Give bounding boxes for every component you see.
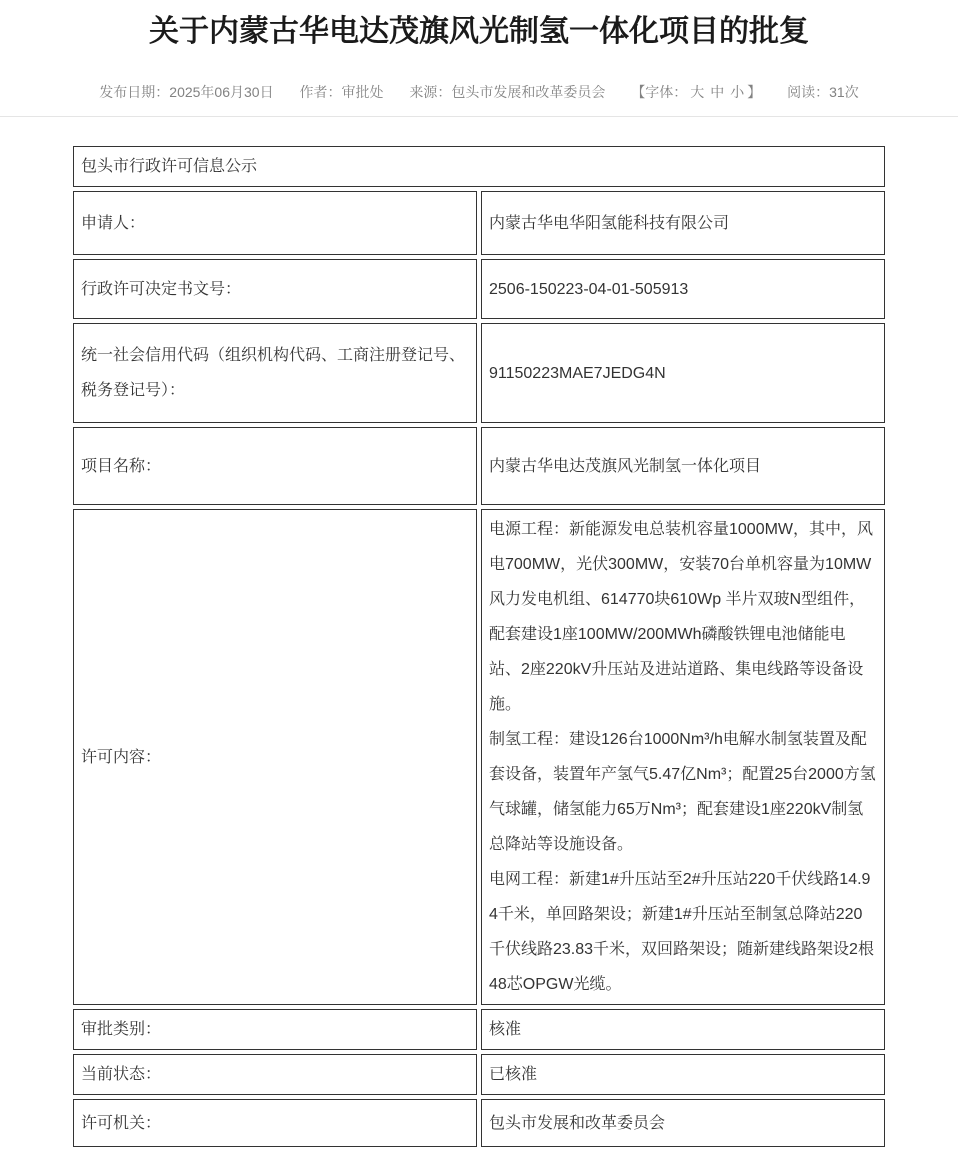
table-row: [73, 509, 885, 1005]
font-size-control: [631, 84, 761, 100]
row-label: 许可机关：: [73, 1099, 477, 1147]
row-label: 统一社会信用代码（组织机构代码、工商注册登记号、税务登记号）：: [73, 323, 477, 423]
author: 作者：审批处: [299, 84, 384, 100]
page-title: 关于内蒙古华电达茂旗风光制氢一体化项目的批复: [149, 15, 809, 48]
table-row: [73, 323, 885, 423]
table-row: [73, 191, 885, 255]
table-row: [73, 1054, 885, 1095]
permit-content-paragraph: 电网工程：新建1#升压站至2#升压站220千伏线路14.94千米，单回路架设；新建1#升压站至制氢总降站220千伏线路23.83千米，双回路架设；随新建线路架设2根48芯OPGW光缆。: [489, 871, 874, 993]
row-label: 审批类别：: [73, 1009, 477, 1050]
row-value: 内蒙古华电达茂旗风光制氢一体化项目: [481, 427, 885, 505]
row-value: 核准: [481, 1009, 885, 1050]
row-value: 内蒙古华电华阳氢能科技有限公司: [481, 191, 885, 255]
table-row: [73, 427, 885, 505]
font-size-prefix: 【字体：: [631, 84, 688, 100]
row-value: 已核准: [481, 1054, 885, 1095]
row-label: 项目名称：: [73, 427, 477, 505]
table-row: [73, 1009, 885, 1050]
table-header-row: [73, 146, 885, 187]
article-meta-bar: [0, 82, 958, 102]
header-divider: [0, 116, 958, 117]
font-size-suffix: 】: [747, 84, 762, 100]
table-row: [73, 259, 885, 319]
row-label: 当前状态：: [73, 1054, 477, 1095]
font-size-small-link[interactable]: 小: [730, 84, 745, 100]
table-row: [73, 1099, 885, 1147]
permit-content-paragraph: 制氢工程：建设126台1000Nm³/h电解水制氢装置及配套设备，装置年产氢气5.47亿Nm³；配置25台2000方氢气球罐，储氢能力65万Nm³；配套建设1座220kV制氢总降站等设施设备。: [489, 731, 876, 853]
row-label: 行政许可决定书文号：: [73, 259, 477, 319]
font-size-medium-link[interactable]: 中: [710, 84, 725, 100]
row-value: 2506-150223-04-01-505913: [481, 259, 885, 319]
font-size-large-link[interactable]: 大: [690, 84, 705, 100]
row-value: 包头市发展和改革委员会: [481, 1099, 885, 1147]
row-label: 申请人：: [73, 191, 477, 255]
views-count: 阅读：31次: [787, 84, 859, 100]
row-value: 91150223MAE7JEDG4N: [481, 323, 885, 423]
permit-info-table: [69, 142, 889, 1151]
permit-content-paragraph: 电源工程：新能源发电总装机容量1000MW，其中，风电700MW，光伏300MW，安装70台单机容量为10MW风力发电机组、614770块610Wp 半片双玻N型组件，配套建设1座100MW/200MWh磷酸铁锂电池储能电站、2座220kV升压站及进站道路、集电线路等设备设施。: [489, 521, 874, 713]
source: 来源：包头市发展和改革委员会: [409, 84, 606, 100]
publish-date: 发布日期：2025年06月30日: [99, 84, 274, 100]
row-label: 许可内容：: [73, 509, 477, 1005]
table-header-cell: 包头市行政许可信息公示: [73, 146, 885, 187]
row-value: [481, 509, 885, 1005]
